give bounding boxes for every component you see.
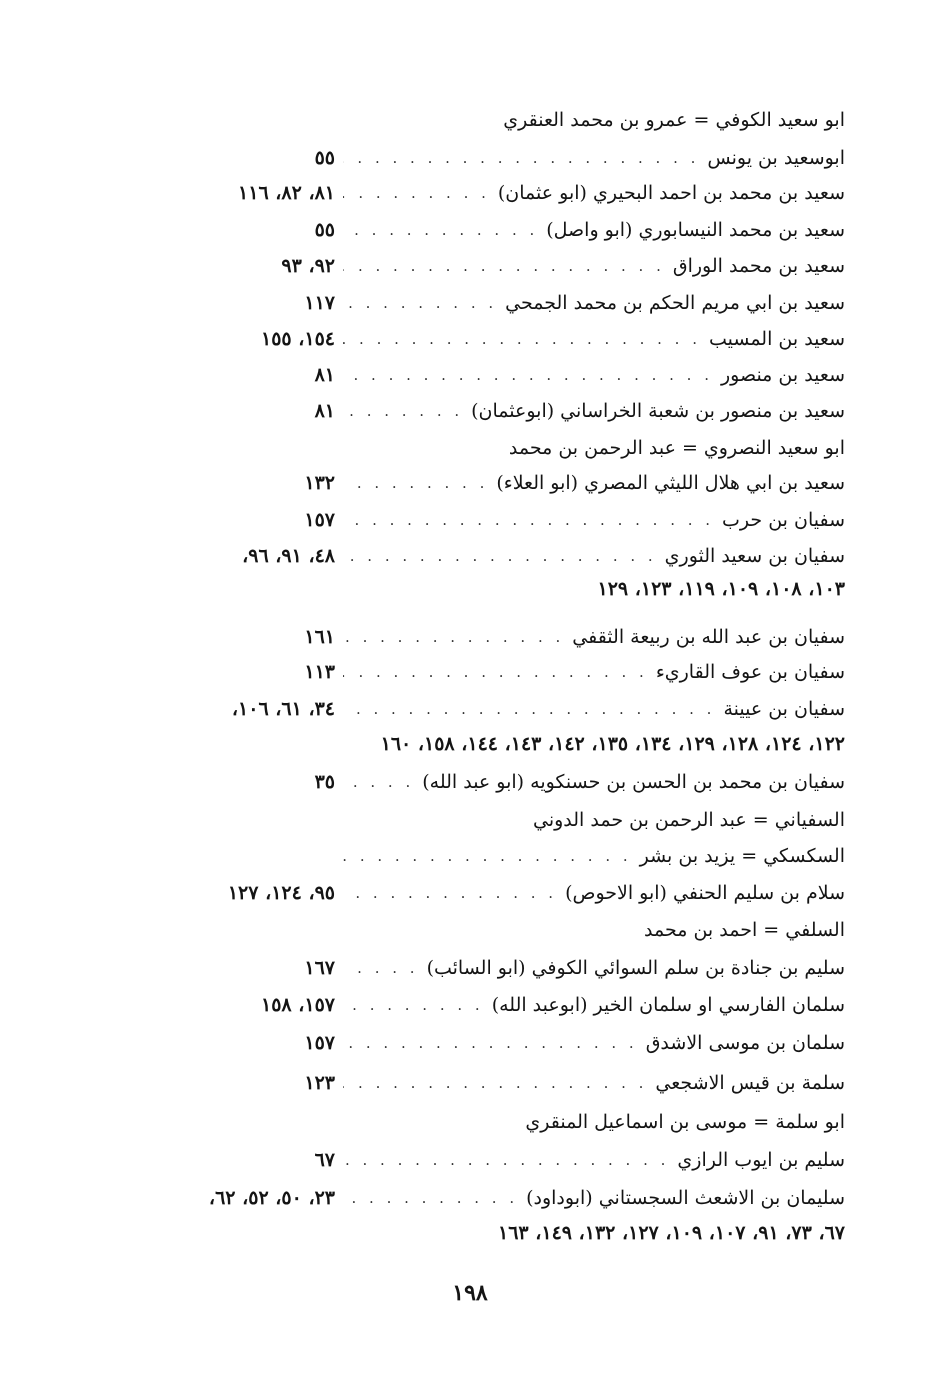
entry-pages: ٥٥ (314, 219, 335, 241)
leader-dots (343, 663, 648, 681)
entry-name: سعيد بن المسيب (708, 328, 845, 350)
leader-dots (343, 628, 564, 646)
entry-pages: ٩٥، ١٢٤، ١٢٧ (227, 882, 335, 904)
index-entry (125, 620, 845, 654)
entry-name: سعيد بن محمد بن احمد البحيري (ابو عثمان) (497, 182, 845, 204)
entry-pages: ٣٥ (314, 771, 335, 793)
index-entry (125, 951, 845, 985)
entry-pages: ٥٥ (314, 147, 335, 169)
index-entry (125, 431, 845, 465)
index-entry (125, 466, 845, 500)
leader-dots (343, 700, 715, 718)
index-entry (125, 765, 845, 799)
entry-name: سلمة بن قيس الاشجعي (655, 1072, 845, 1094)
leader-dots (343, 366, 713, 384)
leader-dots (343, 1034, 638, 1052)
leader-dots (343, 511, 714, 529)
entry-pages: ١٥٧ (304, 1032, 335, 1054)
leader-dots (343, 474, 488, 492)
index-entry (125, 839, 845, 873)
entry-pages: ٨١ (314, 364, 335, 386)
index-entry (125, 803, 845, 837)
entry-name: السفياني = عبد الرحمن بن حمد الدوني (532, 809, 845, 831)
index-continuation: ١٠٣، ١٠٨، ١٠٩، ١١٩، ١٢٣، ١٢٩ (597, 578, 845, 600)
index-entry (125, 358, 845, 392)
index-entry (125, 503, 845, 537)
entry-name: سفيان بن عوف القاريء (655, 661, 845, 683)
entry-pages: ١٦١ (304, 626, 335, 648)
index-entry (125, 286, 845, 320)
entry-pages: ٣٤، ٦١، ١٠٦، (231, 698, 335, 720)
entry-pages: ٩٢، ٩٣ (281, 255, 335, 277)
entry-name: سفيان بن عبد الله بن ربيعة الثقفي (572, 626, 845, 648)
entry-name: سعيد بن محمد الوراق (672, 255, 845, 277)
entry-name: السلفي = احمد بن محمد (644, 919, 845, 941)
entry-name: سلام بن سليم الحنفي (ابو الاحوص) (565, 882, 845, 904)
leader-dots (343, 1151, 669, 1169)
leader-dots (343, 996, 484, 1014)
leader-dots (343, 847, 632, 865)
index-continuation: ١٢٢، ١٢٤، ١٢٨، ١٢٩، ١٣٤، ١٣٥، ١٤٢، ١٤٣، ١٤٤، ١٥٨، ١٦٠ (380, 733, 845, 755)
index-entry (125, 103, 845, 137)
index-entry (125, 655, 845, 689)
entry-name: ابو سعيد الكوفي = عمرو بن محمد العنقري (503, 109, 845, 131)
entry-pages: ١٥٧ (304, 509, 335, 531)
entry-pages: ٤٨، ٩١، ٩٦، (242, 545, 335, 567)
entry-name: ابو سعيد النصروي = عبد الرحمن بن محمد (508, 437, 845, 459)
index-entry (125, 176, 845, 210)
entry-pages: ١٥٤، ١٥٥ (261, 328, 335, 350)
index-entry (125, 913, 845, 947)
leader-dots (343, 1074, 647, 1092)
entry-name: ابو سلمة = موسى بن اسماعيل المنقري (525, 1111, 845, 1133)
leader-dots (343, 294, 497, 312)
entry-name: سفيان بن حرب (722, 509, 845, 531)
index-entry (125, 876, 845, 910)
entry-name: السكسكي = يزيد بن بشر (639, 845, 845, 867)
leader-dots (343, 959, 419, 977)
index-entry (125, 1026, 845, 1060)
entry-name: سلمان الفارسي او سلمان الخير (ابوعبد الله) (491, 994, 845, 1016)
entry-name: سلمان بن موسى الاشدق (645, 1032, 845, 1054)
index-entry (125, 1143, 845, 1177)
entry-pages: ١١٧ (304, 292, 335, 314)
index-entry (125, 249, 845, 283)
index-continuation: ٦٧، ٧٣، ٩١، ١٠٧، ١٠٩، ١٢٧، ١٣٢، ١٤٩، ١٦٣ (497, 1222, 845, 1244)
index-entry (125, 394, 845, 428)
leader-dots (343, 1189, 518, 1207)
index-entry (125, 213, 845, 247)
index-entry (125, 988, 845, 1022)
index-entry (125, 539, 845, 573)
index-entry (125, 1066, 845, 1100)
leader-dots (343, 257, 665, 275)
index-entry (125, 1181, 845, 1215)
index-entry (125, 141, 845, 175)
entry-name: سليم بن جنادة بن سلم السوائي الكوفي (ابو السائب) (426, 957, 845, 979)
entry-name: سعيد بن ابي مريم الحكم بن محمد الجمحي (505, 292, 845, 314)
leader-dots (343, 184, 490, 202)
entry-pages: ٦٧ (314, 1149, 335, 1171)
leader-dots (343, 547, 657, 565)
entry-pages: ١٣٢ (304, 472, 335, 494)
entry-pages: ١٢٣ (304, 1072, 335, 1094)
entry-name: ابوسعيد بن يونس (707, 147, 845, 169)
leader-dots (343, 402, 463, 420)
entry-name: سفيان بن محمد بن الحسن بن حسنكويه (ابو عبد الله) (422, 771, 845, 793)
entry-name: سليمان بن الاشعث السجستاني (ابوداود) (526, 1187, 845, 1209)
entry-pages: ٨١ (314, 400, 335, 422)
entry-pages: ١٦٧ (304, 957, 335, 979)
index-entry (125, 322, 845, 356)
entry-name: سفيان بن عيينة (723, 698, 845, 720)
entry-name: سعيد بن منصور (720, 364, 845, 386)
entry-name: سعيد بن منصور بن شعبة الخراساني (ابوعثمان) (471, 400, 845, 422)
index-entry (125, 692, 845, 726)
leader-dots (343, 773, 414, 791)
entry-pages: ٢٣، ٥٠، ٥٢، ٦٢، (208, 1187, 335, 1209)
leader-dots (343, 884, 557, 902)
entry-pages: ١١٣ (304, 661, 335, 683)
leader-dots (343, 330, 701, 348)
entry-name: سعيد بن ابي هلال الليثي المصري (ابو العلاء) (496, 472, 845, 494)
leader-dots (343, 149, 699, 167)
entry-name: سعيد بن محمد النيسابوري (ابو واصل) (546, 219, 845, 241)
entry-pages: ٨١، ٨٢، ١١٦ (238, 182, 335, 204)
entry-pages: ١٥٧، ١٥٨ (261, 994, 335, 1016)
page-number: ١٩٨ (452, 1280, 488, 1306)
leader-dots (343, 221, 538, 239)
index-entry (125, 1105, 845, 1139)
entry-name: سليم بن ايوب الرازي (677, 1149, 845, 1171)
entry-name: سفيان بن سعيد الثوري (664, 545, 845, 567)
